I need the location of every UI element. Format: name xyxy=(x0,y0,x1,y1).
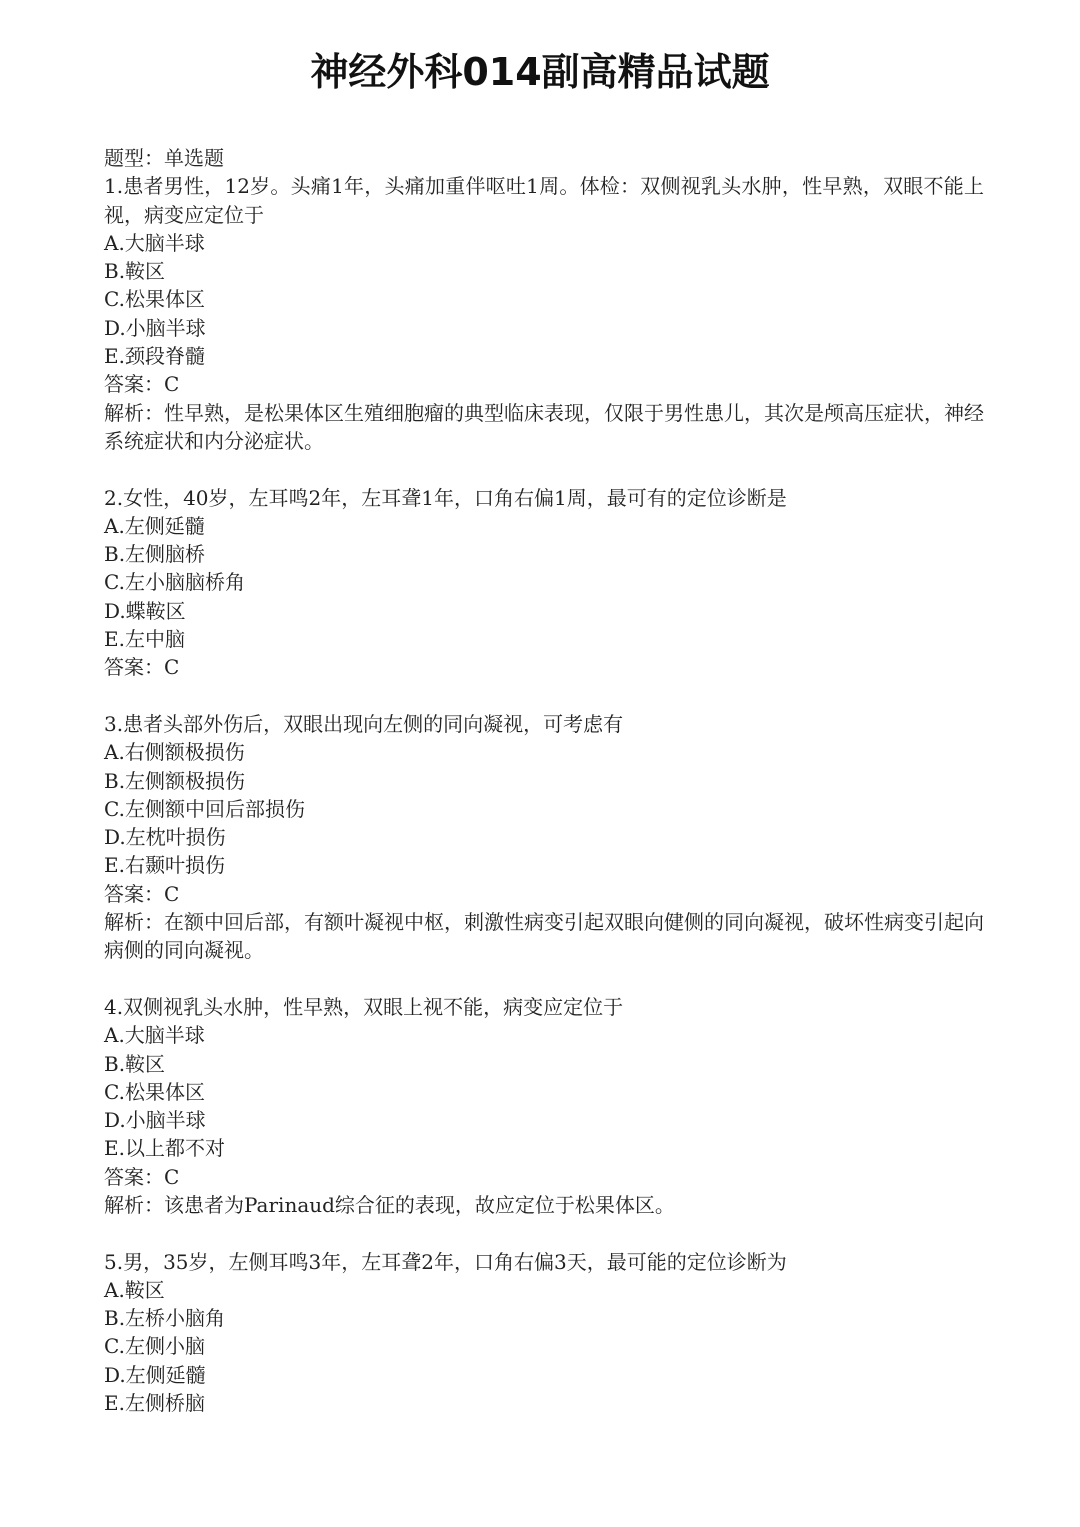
option-a: A.鞍区 xyxy=(104,1277,165,1302)
option-e: E.左侧桥脑 xyxy=(104,1391,205,1416)
question-2 xyxy=(104,484,984,682)
answer-line: 答案：C xyxy=(104,1164,180,1189)
option-c: C.左小脑脑桥角 xyxy=(104,570,245,595)
option-b: B.鞍区 xyxy=(104,259,166,284)
option-c: C.左侧额中回后部损伤 xyxy=(104,796,305,821)
question-spacer xyxy=(104,965,984,993)
option-b: B.左侧脑桥 xyxy=(104,542,206,567)
document-title: 神经外科014副高精品试题 xyxy=(310,50,770,94)
option-d: D.小脑半球 xyxy=(104,1108,206,1133)
question-1 xyxy=(104,172,984,455)
option-b: B.左侧额极损伤 xyxy=(104,768,246,793)
answer-line: 答案：C xyxy=(104,655,180,680)
option-e: E.以上都不对 xyxy=(104,1136,225,1161)
option-e: E.左中脑 xyxy=(104,627,185,652)
option-a: A.大脑半球 xyxy=(104,230,205,255)
question-4 xyxy=(104,993,984,1219)
question-spacer xyxy=(104,682,984,710)
option-b: B.鞍区 xyxy=(104,1051,166,1076)
option-a: A.大脑半球 xyxy=(104,1023,205,1048)
option-a: A.左侧延髓 xyxy=(104,513,205,538)
option-c: C.松果体区 xyxy=(104,1079,205,1104)
option-d: D.小脑半球 xyxy=(104,315,206,340)
question-stem: 5.男，35岁，左侧耳鸣3年，左耳聋2年，口角右偏3天，最可能的定位诊断为 xyxy=(104,1249,787,1274)
question-spacer xyxy=(104,1219,984,1247)
option-c: C.松果体区 xyxy=(104,287,205,312)
question-stem: 2.女性，40岁，左耳鸣2年，左耳聋1年，口角右偏1周，最可有的定位诊断是 xyxy=(104,485,787,510)
question-stem: 3.患者头部外伤后，双眼出现向左侧的同向凝视，可考虑有 xyxy=(104,711,624,736)
document-body xyxy=(104,144,984,1417)
option-c: C.左侧小脑 xyxy=(104,1334,205,1359)
question-stem: 1.患者男性，12岁。头痛1年，头痛加重伴呕吐1周。体检：双侧视乳头水肿，性早熟，双眼不能上视，病变应定位于 xyxy=(104,174,984,227)
option-d: D.蝶鞍区 xyxy=(104,598,186,623)
explanation-text: 解析：性早熟，是松果体区生殖细胞瘤的典型临床表现，仅限于男性患儿，其次是颅高压症状，神经系统症状和内分泌症状。 xyxy=(104,400,984,453)
question-type-label: 题型：单选题 xyxy=(104,146,224,170)
explanation-text: 解析：该患者为Parinaud综合征的表现，故应定位于松果体区。 xyxy=(104,1192,675,1217)
answer-line: 答案：C xyxy=(104,881,180,906)
question-5 xyxy=(104,1248,984,1418)
question-stem: 4.双侧视乳头水肿，性早熟，双眼上视不能，病变应定位于 xyxy=(104,994,624,1019)
explanation-text: 解析：在额中回后部，有额叶凝视中枢，刺激性病变引起双眼向健侧的同向凝视，破坏性病变引起向病侧的同向凝视。 xyxy=(104,910,984,963)
option-e: E.颈段脊髓 xyxy=(104,344,205,369)
question-3 xyxy=(104,710,984,965)
option-e: E.右颞叶损伤 xyxy=(104,853,225,878)
question-spacer xyxy=(104,455,984,483)
option-b: B.左桥小脑角 xyxy=(104,1306,226,1331)
option-d: D.左枕叶损伤 xyxy=(104,825,226,850)
option-d: D.左侧延髓 xyxy=(104,1362,206,1387)
option-a: A.右侧额极损伤 xyxy=(104,740,245,765)
answer-line: 答案：C xyxy=(104,372,180,397)
